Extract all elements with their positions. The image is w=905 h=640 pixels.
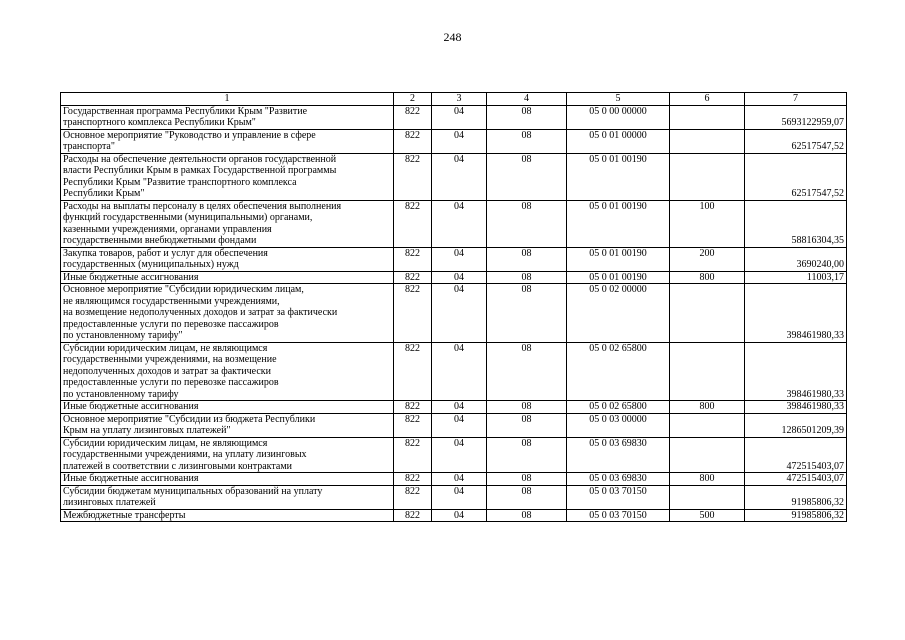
amount-cell: 62517547,52 — [745, 153, 847, 200]
section-code-cell: 04 — [432, 247, 487, 271]
ministry-code-cell: 822 — [394, 105, 432, 129]
expense-type-cell: 800 — [670, 271, 745, 284]
subsection-code-cell: 08 — [487, 153, 567, 200]
section-code-cell: 04 — [432, 509, 487, 522]
ministry-code-cell: 822 — [394, 437, 432, 473]
table-row — [61, 105, 847, 129]
row-name-cell: Государственная программа Республики Крым "Развитие транспортного комплекса Республики Крым" — [61, 105, 394, 129]
target-article-cell: 05 0 01 00190 — [567, 247, 670, 271]
row-name-cell: Основное мероприятие "Руководство и управление в сфере транспорта" — [61, 129, 394, 153]
column-header: 3 — [432, 93, 487, 106]
table-row — [61, 473, 847, 486]
expense-type-cell — [670, 485, 745, 509]
table-row — [61, 284, 847, 343]
subsection-code-cell: 08 — [487, 247, 567, 271]
amount-cell: 3690240,00 — [745, 247, 847, 271]
amount-cell: 398461980,33 — [745, 342, 847, 401]
table-row — [61, 247, 847, 271]
expense-type-cell: 100 — [670, 200, 745, 247]
section-code-cell: 04 — [432, 473, 487, 486]
row-name-cell: Межбюджетные трансферты — [61, 509, 394, 522]
ministry-code-cell: 822 — [394, 509, 432, 522]
ministry-code-cell: 822 — [394, 247, 432, 271]
target-article-cell: 05 0 00 00000 — [567, 105, 670, 129]
row-name-cell: Субсидии бюджетам муниципальных образований на уплату лизинговых платежей — [61, 485, 394, 509]
row-name-cell: Иные бюджетные ассигнования — [61, 401, 394, 414]
amount-cell: 1286501209,39 — [745, 413, 847, 437]
target-article-cell: 05 0 03 70150 — [567, 509, 670, 522]
target-article-cell: 05 0 03 69830 — [567, 437, 670, 473]
section-code-cell: 04 — [432, 129, 487, 153]
subsection-code-cell: 08 — [487, 105, 567, 129]
subsection-code-cell: 08 — [487, 473, 567, 486]
ministry-code-cell: 822 — [394, 129, 432, 153]
row-name-cell: Субсидии юридическим лицам, не являющимся государственными учреждениями, на уплату лизинговых платежей в соответствии с лизинговыми контрактами — [61, 437, 394, 473]
column-header: 1 — [61, 93, 394, 106]
column-header: 4 — [487, 93, 567, 106]
row-name-cell: Расходы на выплаты персоналу в целях обеспечения выполнения функций государственными (муниципальными) органами, казенными учреждениями, органами управления государственными внебюджетными фондами — [61, 200, 394, 247]
column-header: 2 — [394, 93, 432, 106]
ministry-code-cell: 822 — [394, 153, 432, 200]
subsection-code-cell: 08 — [487, 271, 567, 284]
amount-cell: 398461980,33 — [745, 401, 847, 414]
row-name-cell: Расходы на обеспечение деятельности органов государственной власти Республики Крым в рамках Государственной программы Республики Крым "Развитие транспортного комплекса Республики Крым" — [61, 153, 394, 200]
section-code-cell: 04 — [432, 284, 487, 343]
ministry-code-cell: 822 — [394, 342, 432, 401]
amount-cell: 11003,17 — [745, 271, 847, 284]
table-row — [61, 485, 847, 509]
expense-type-cell — [670, 153, 745, 200]
ministry-code-cell: 822 — [394, 485, 432, 509]
expense-type-cell: 800 — [670, 401, 745, 414]
target-article-cell: 05 0 03 69830 — [567, 473, 670, 486]
section-code-cell: 04 — [432, 437, 487, 473]
table-header-row — [61, 93, 847, 106]
row-name-cell: Иные бюджетные ассигнования — [61, 473, 394, 486]
table-row — [61, 129, 847, 153]
ministry-code-cell: 822 — [394, 284, 432, 343]
subsection-code-cell: 08 — [487, 509, 567, 522]
table-row — [61, 401, 847, 414]
subsection-code-cell: 08 — [487, 342, 567, 401]
expense-type-cell: 800 — [670, 473, 745, 486]
target-article-cell: 05 0 01 00000 — [567, 129, 670, 153]
section-code-cell: 04 — [432, 413, 487, 437]
table-row — [61, 509, 847, 522]
ministry-code-cell: 822 — [394, 473, 432, 486]
ministry-code-cell: 822 — [394, 401, 432, 414]
row-name-cell: Закупка товаров, работ и услуг для обеспечения государственных (муниципальных) нужд — [61, 247, 394, 271]
section-code-cell: 04 — [432, 401, 487, 414]
expense-type-cell — [670, 129, 745, 153]
row-name-cell: Иные бюджетные ассигнования — [61, 271, 394, 284]
target-article-cell: 05 0 03 00000 — [567, 413, 670, 437]
table-row — [61, 153, 847, 200]
amount-cell: 472515403,07 — [745, 437, 847, 473]
ministry-code-cell: 822 — [394, 200, 432, 247]
expense-type-cell: 500 — [670, 509, 745, 522]
table-row — [61, 200, 847, 247]
amount-cell: 91985806,32 — [745, 509, 847, 522]
row-name-cell: Основное мероприятие "Субсидии юридическим лицам, не являющимся государственными учреждениями, на возмещение недополученных доходов и затрат за фактически предоставленные услуги по перевозке пассажиров по установленному тарифу" — [61, 284, 394, 343]
table-row — [61, 342, 847, 401]
amount-cell: 5693122959,07 — [745, 105, 847, 129]
section-code-cell: 04 — [432, 105, 487, 129]
table-row — [61, 271, 847, 284]
ministry-code-cell: 822 — [394, 413, 432, 437]
expense-type-cell: 200 — [670, 247, 745, 271]
section-code-cell: 04 — [432, 200, 487, 247]
table-row — [61, 437, 847, 473]
row-name-cell: Основное мероприятие "Субсидии из бюджета Республики Крым на уплату лизинговых платежей" — [61, 413, 394, 437]
subsection-code-cell: 08 — [487, 401, 567, 414]
section-code-cell: 04 — [432, 342, 487, 401]
column-header: 6 — [670, 93, 745, 106]
target-article-cell: 05 0 02 65800 — [567, 342, 670, 401]
subsection-code-cell: 08 — [487, 284, 567, 343]
table-row — [61, 413, 847, 437]
expense-type-cell — [670, 105, 745, 129]
section-code-cell: 04 — [432, 153, 487, 200]
amount-cell: 91985806,32 — [745, 485, 847, 509]
column-header: 5 — [567, 93, 670, 106]
expense-type-cell — [670, 437, 745, 473]
section-code-cell: 04 — [432, 271, 487, 284]
ministry-code-cell: 822 — [394, 271, 432, 284]
expense-type-cell — [670, 413, 745, 437]
amount-cell: 62517547,52 — [745, 129, 847, 153]
target-article-cell: 05 0 01 00190 — [567, 153, 670, 200]
target-article-cell: 05 0 01 00190 — [567, 271, 670, 284]
subsection-code-cell: 08 — [487, 485, 567, 509]
subsection-code-cell: 08 — [487, 437, 567, 473]
row-name-cell: Субсидии юридическим лицам, не являющимся государственными учреждениями, на возмещение недополученных доходов и затрат за фактически предоставленные услуги по перевозке пассажиров по установленному тарифу — [61, 342, 394, 401]
target-article-cell: 05 0 03 70150 — [567, 485, 670, 509]
budget-table — [60, 92, 847, 522]
subsection-code-cell: 08 — [487, 413, 567, 437]
column-header: 7 — [745, 93, 847, 106]
subsection-code-cell: 08 — [487, 200, 567, 247]
section-code-cell: 04 — [432, 485, 487, 509]
amount-cell: 398461980,33 — [745, 284, 847, 343]
target-article-cell: 05 0 01 00190 — [567, 200, 670, 247]
expense-type-cell — [670, 284, 745, 343]
amount-cell: 472515403,07 — [745, 473, 847, 486]
subsection-code-cell: 08 — [487, 129, 567, 153]
target-article-cell: 05 0 02 00000 — [567, 284, 670, 343]
expense-type-cell — [670, 342, 745, 401]
page-number: 248 — [443, 30, 462, 44]
target-article-cell: 05 0 02 65800 — [567, 401, 670, 414]
amount-cell: 58816304,35 — [745, 200, 847, 247]
